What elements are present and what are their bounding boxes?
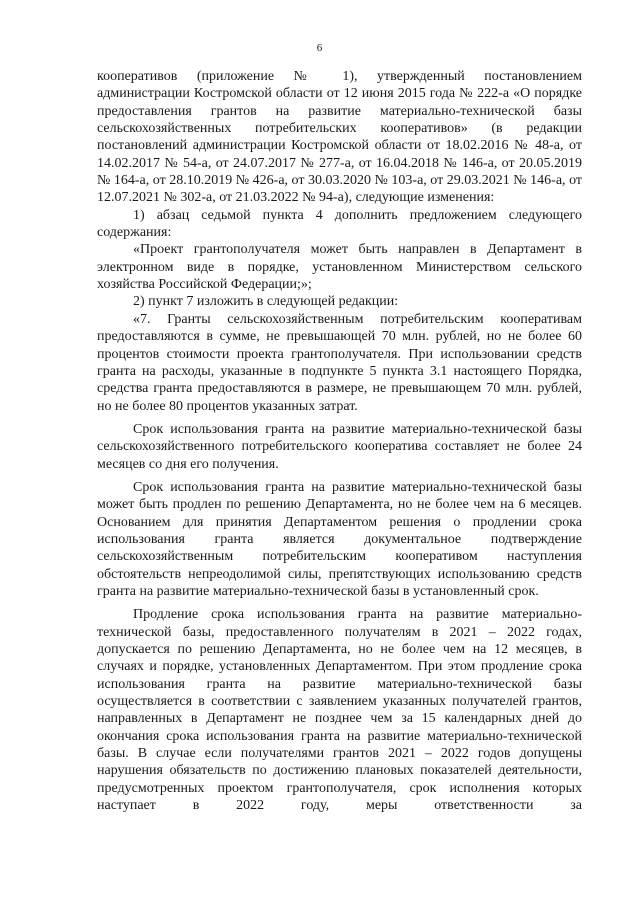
paragraph: 2) пункт 7 изложить в следующей редакции: bbox=[133, 294, 399, 310]
paragraph: кооперативов (приложение № 1), утвержденный постановлением администрации Костромской области от 12 июня 2015 года № 222-а «О порядке предоставления грантов на развитие материально-технической базы сельскохозяйственных потребительских кооперативов» (в редакции постановлений администрации Костромской области от 18.02.2016 № 48-а, от 14.02.2017 № 54-а, от 24.07.2017 № 277-а, от 16.04.2018 № 146-а, от 20.05.2019 № 164-а, от 28.10.2019 № 426-а, от 30.03.2020 № 103-а, от 29.03.2021 № 146-а, от 12.07.2021 № 302-а, от 21.03.2022 № 94-а), следующие изменения: bbox=[97, 69, 582, 206]
paragraph: «Проект грантополучателя может быть направлен в Департамент в электронном виде в порядке, установленном Министерством сельского хозяйства Российской Федерации;»; bbox=[97, 242, 582, 293]
paragraph: Срок использования гранта на развитие материально-технической базы может быть продлен по решению Департамента, но не более чем на 6 месяцев. Основанием для принятия Департаментом решения о продлении срока использования гранта является документальное подтверждение сельскохозяйственным потребительским кооперативом наступления обстоятельств непреодолимой силы, препятствующих использованию средств гранта на развитие материально-технической базы в установленный срок. bbox=[97, 479, 582, 599]
page-number: 6 bbox=[316, 42, 323, 54]
paragraph: Продление срока использования гранта на развитие материально-технической базы, предоставленного получателям в 2021 – 2022 годах, допускается по решению Департамента, но не более чем на 12 месяцев, в случаях и порядке, установленных Департаментом. При этом продление срока использования гранта на развитие материально-технической базы осуществляется в соответствии с заявлением указанных получателей грантов, направленных в Департамент не позднее чем за 15 календарных дней до окончания срока использования гранта на развитие материально-технической базы. В случае если получателями грантов 2021 – 2022 годов допущены нарушения обязательств по достижению плановых показателей деятельности, предусмотренных проектом грантополучателя, срок исполнения которых наступает в 2022 году, меры ответственности за bbox=[97, 607, 582, 814]
paragraph: «7. Гранты сельскохозяйственным потребительским кооперативам предоставляются в сумме, не превышающей 70 млн. рублей, но не более 60 процентов стоимости проекта грантополучателя. При использовании средств гранта на расходы, указанные в подпункте 5 пункта 3.1 настоящего Порядка, средства гранта предоставляются в размере, не превышающем 70 млн. рублей, но не более 80 процентов указанных затрат. bbox=[97, 311, 582, 414]
paragraph: Срок использования гранта на развитие материально-технической базы сельскохозяйственного потребительского кооператива составляет не более 24 месяцев со дня его получения. bbox=[97, 421, 582, 472]
document-body bbox=[97, 68, 582, 814]
paragraph: 1) абзац седьмой пункта 4 дополнить предложением следующего содержания: bbox=[97, 207, 582, 241]
